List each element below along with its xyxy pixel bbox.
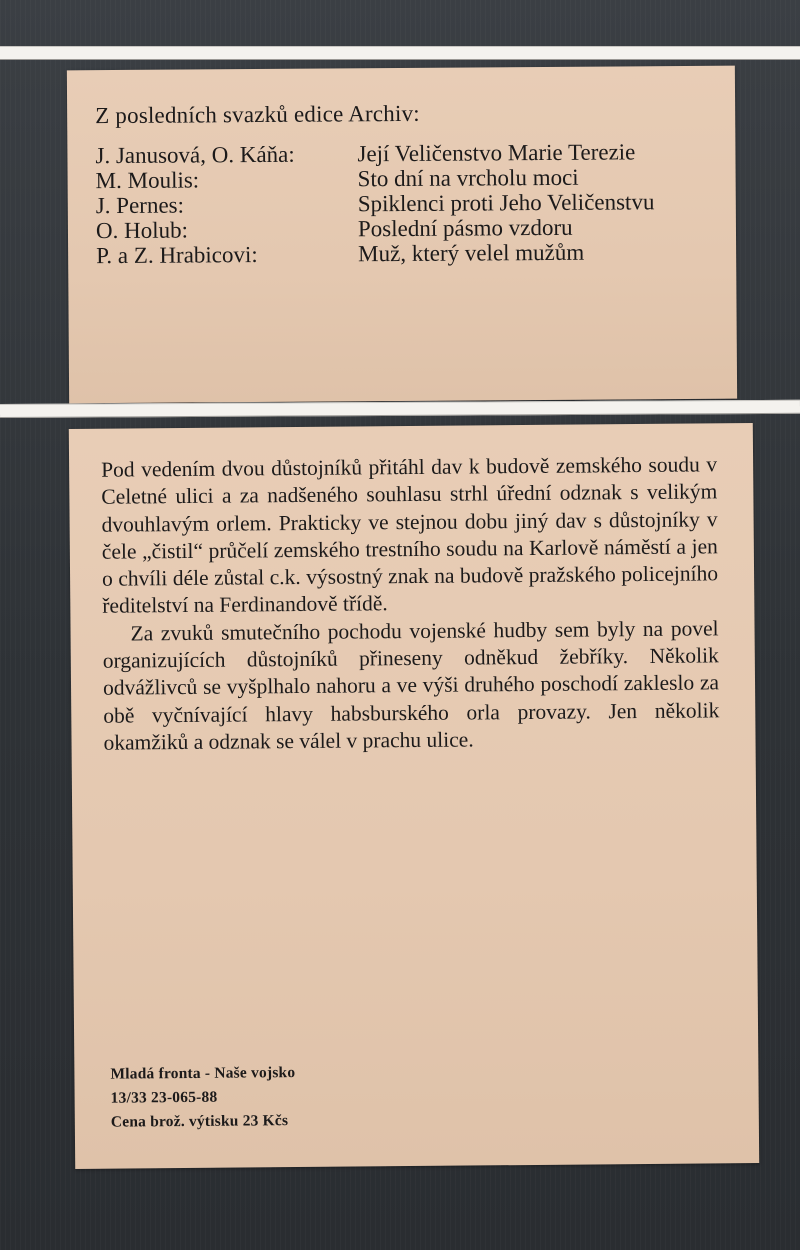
book-author: O. Holub: — [95, 217, 189, 244]
book-title: Muž, který velel mužům — [358, 239, 585, 267]
book-list-item — [95, 139, 715, 168]
series-list-label — [67, 66, 737, 404]
book-title: Její Veličenstvo Marie Terezie — [357, 139, 636, 167]
series-list-heading: Z posledních svazků edice Archiv: — [95, 100, 420, 129]
book-list-item — [96, 189, 716, 218]
imprint-publisher: Mladá fronta - Naše vojsko — [110, 1064, 296, 1083]
book-title: Sto dní na vrcholu moci — [357, 164, 579, 192]
book-list-item — [96, 239, 716, 268]
book-author: J. Janusová, O. Káňa: — [95, 141, 295, 169]
excerpt-paragraph: Pod vedením dvou důstojníků přitáhl dav k budově zemského soudu v Celetné ulici a za nadšeného souhlasu strhl úřední odznak s velikým dvouhlavým orlem. Prakticky ve stejnou dobu jiný dav s důstojníky v čele „čistil“ průčelí zemského trestního soudu na Karlově náměstí a jen o chvíli déle zůstal c.k. výsostný znak na budově pražského policejního ředitelství na Ferdinandově třídě. — [101, 452, 719, 619]
imprint-code: 13/33 23-065-88 — [110, 1088, 218, 1107]
cover-stripe-top — [0, 46, 800, 60]
book-title: Spiklenci proti Jeho Veličenstvu — [357, 189, 655, 217]
imprint-price: Cena brož. výtisku 23 Kčs — [110, 1112, 289, 1131]
imprint — [110, 1061, 296, 1135]
book-author: M. Moulis: — [95, 167, 200, 194]
book-author: P. a Z. Hrabicovi: — [96, 242, 258, 269]
excerpt-label — [69, 423, 759, 1169]
book-list — [95, 139, 716, 268]
excerpt-paragraph: Za zvuků smutečního pochodu vojenské hudby sem byly na povel organizujících důstojníků přineseny odněkud žebříky. Několik odvážlivců se vyšplhalo nahoru a ve výši druhého poschodí zakleslo za obě vyčnívající hlavy habsburského orla provazy. Jen několik okamžiků a odznak se válel v prachu ulice. — [102, 616, 720, 755]
book-author: J. Pernes: — [95, 192, 185, 219]
cover-stripe-middle — [0, 400, 800, 418]
book-title: Poslední pásmo vzdoru — [357, 214, 573, 242]
excerpt-text — [101, 451, 720, 757]
